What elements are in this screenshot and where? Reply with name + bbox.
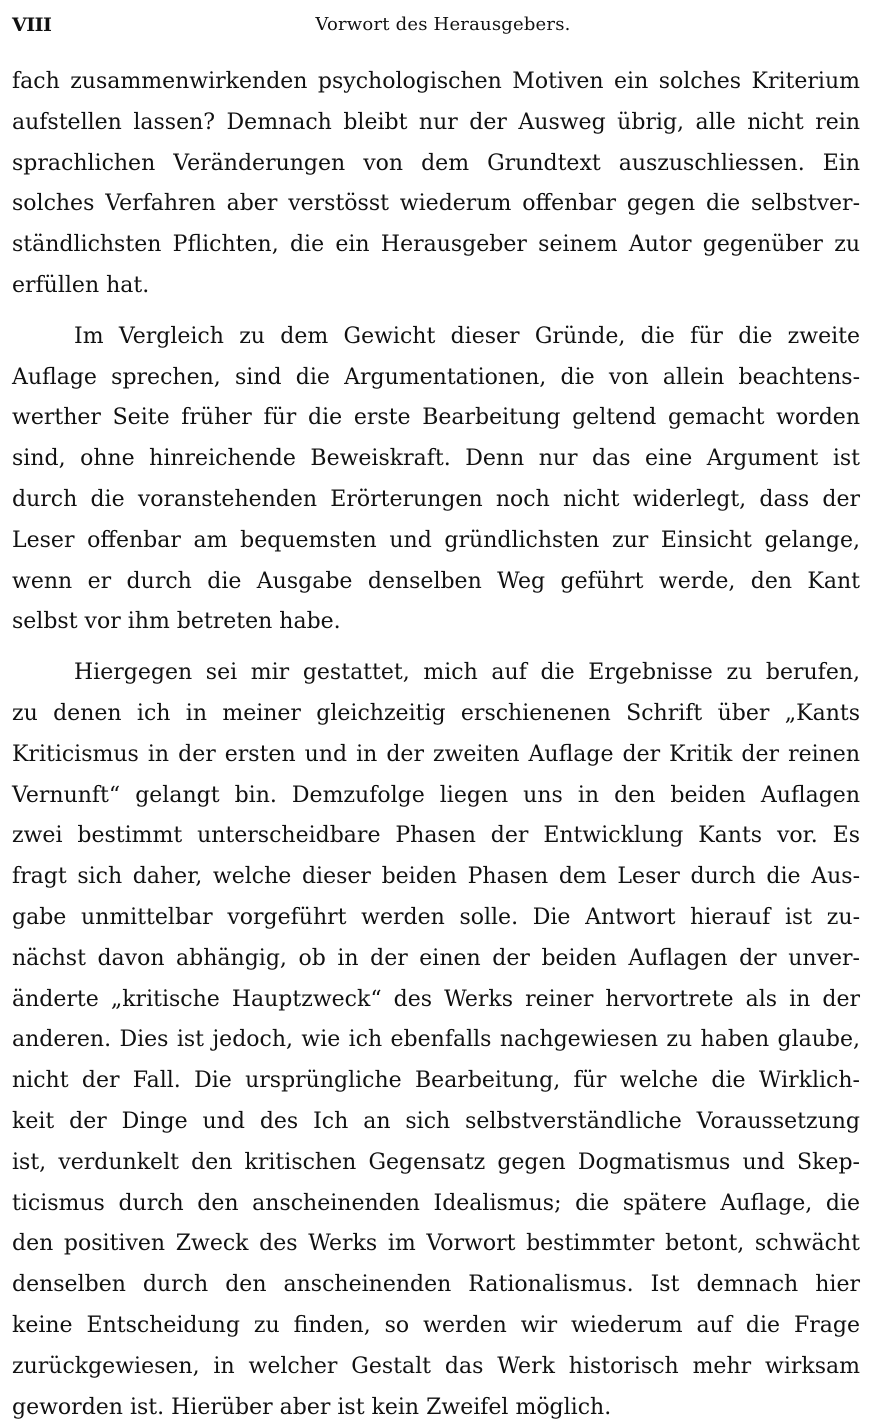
text-line: den positiven Zweck des Werks im Vorwort bestimmter betont, schwächt <box>12 1224 860 1265</box>
text-line: Im Vergleich zu dem Gewicht dieser Gründe, die für die zweite <box>12 317 860 358</box>
text-line: Auflage sprechen, sind die Argumentationen, die von allein beachtens- <box>12 358 860 399</box>
text-line: selbst vor ihm betreten habe. <box>12 602 860 643</box>
text-line: änderte „kritische Hauptzweck“ des Werks reiner hervortrete als in der <box>12 980 860 1021</box>
text-line: Vernunft“ gelangt bin. Demzufolge liegen uns in den beiden Auflagen <box>12 776 860 817</box>
page-number: VIII <box>12 14 51 36</box>
text-line: wenn er durch die Ausgabe denselben Weg geführt werde, den Kant <box>12 562 860 603</box>
running-head <box>12 14 874 42</box>
text-line: fach zusammenwirkenden psychologischen Motiven ein solches Kriterium <box>12 62 860 103</box>
text-line: gabe unmittelbar vorgeführt werden solle. Die Antwort hierauf ist zu- <box>12 898 860 939</box>
text-line: Hiergegen sei mir gestattet, mich auf die Ergebnisse zu berufen, <box>12 653 860 694</box>
text-line: zurückgewiesen, in welcher Gestalt das Werk historisch mehr wirksam <box>12 1347 860 1388</box>
text-line: solches Verfahren aber verstösst wiederum offenbar gegen die selbstver- <box>12 184 860 225</box>
text-line: werther Seite früher für die erste Bearbeitung geltend gemacht worden <box>12 398 860 439</box>
running-head-title: Vorwort des Herausgebers. <box>12 14 874 35</box>
text-line: zwei bestimmt unterscheidbare Phasen der Entwicklung Kants vor. Es <box>12 816 860 857</box>
text-line: nicht der Fall. Die ursprüngliche Bearbeitung, für welche die Wirklich- <box>12 1061 860 1102</box>
text-line: fragt sich daher, welche dieser beiden Phasen dem Leser durch die Aus- <box>12 857 860 898</box>
text-line: geworden ist. Hierüber aber ist kein Zweifel möglich. <box>12 1388 860 1428</box>
text-line: anderen. Dies ist jedoch, wie ich ebenfalls nachgewiesen zu haben glaube, <box>12 1020 860 1061</box>
paragraph-gap <box>12 643 860 653</box>
text-line: erfüllen hat. <box>12 266 860 307</box>
paragraph <box>12 62 860 307</box>
paragraph <box>12 653 860 1428</box>
text-line: aufstellen lassen? Demnach bleibt nur der Ausweg übrig, alle nicht rein <box>12 103 860 144</box>
text-line: keine Entscheidung zu finden, so werden wir wiederum auf die Frage <box>12 1306 860 1347</box>
paragraph <box>12 317 860 643</box>
text-line: sind, ohne hinreichende Beweiskraft. Denn nur das eine Argument ist <box>12 439 860 480</box>
paragraph-gap <box>12 307 860 317</box>
text-line: zu denen ich in meiner gleichzeitig erschienenen Schrift über „Kants <box>12 694 860 735</box>
text-line: denselben durch den anscheinenden Rationalismus. Ist demnach hier <box>12 1265 860 1306</box>
text-line: ticismus durch den anscheinenden Idealismus; die spätere Auflage, die <box>12 1184 860 1225</box>
text-line: Leser offenbar am bequemsten und gründlichsten zur Einsicht gelange, <box>12 521 860 562</box>
text-line: ständlichsten Pflichten, die ein Herausgeber seinem Autor gegenüber zu <box>12 225 860 266</box>
text-line: nächst davon abhängig, ob in der einen der beiden Auflagen der unver- <box>12 939 860 980</box>
text-line: Kriticismus in der ersten und in der zweiten Auflage der Kritik der reinen <box>12 735 860 776</box>
text-line: ist, verdunkelt den kritischen Gegensatz gegen Dogmatismus und Skep- <box>12 1143 860 1184</box>
text-line: sprachlichen Veränderungen von dem Grundtext auszuschliessen. Ein <box>12 144 860 185</box>
text-line: keit der Dinge und des Ich an sich selbstverständliche Voraussetzung <box>12 1102 860 1143</box>
body-text <box>12 62 860 1428</box>
text-line: durch die voranstehenden Erörterungen noch nicht widerlegt, dass der <box>12 480 860 521</box>
